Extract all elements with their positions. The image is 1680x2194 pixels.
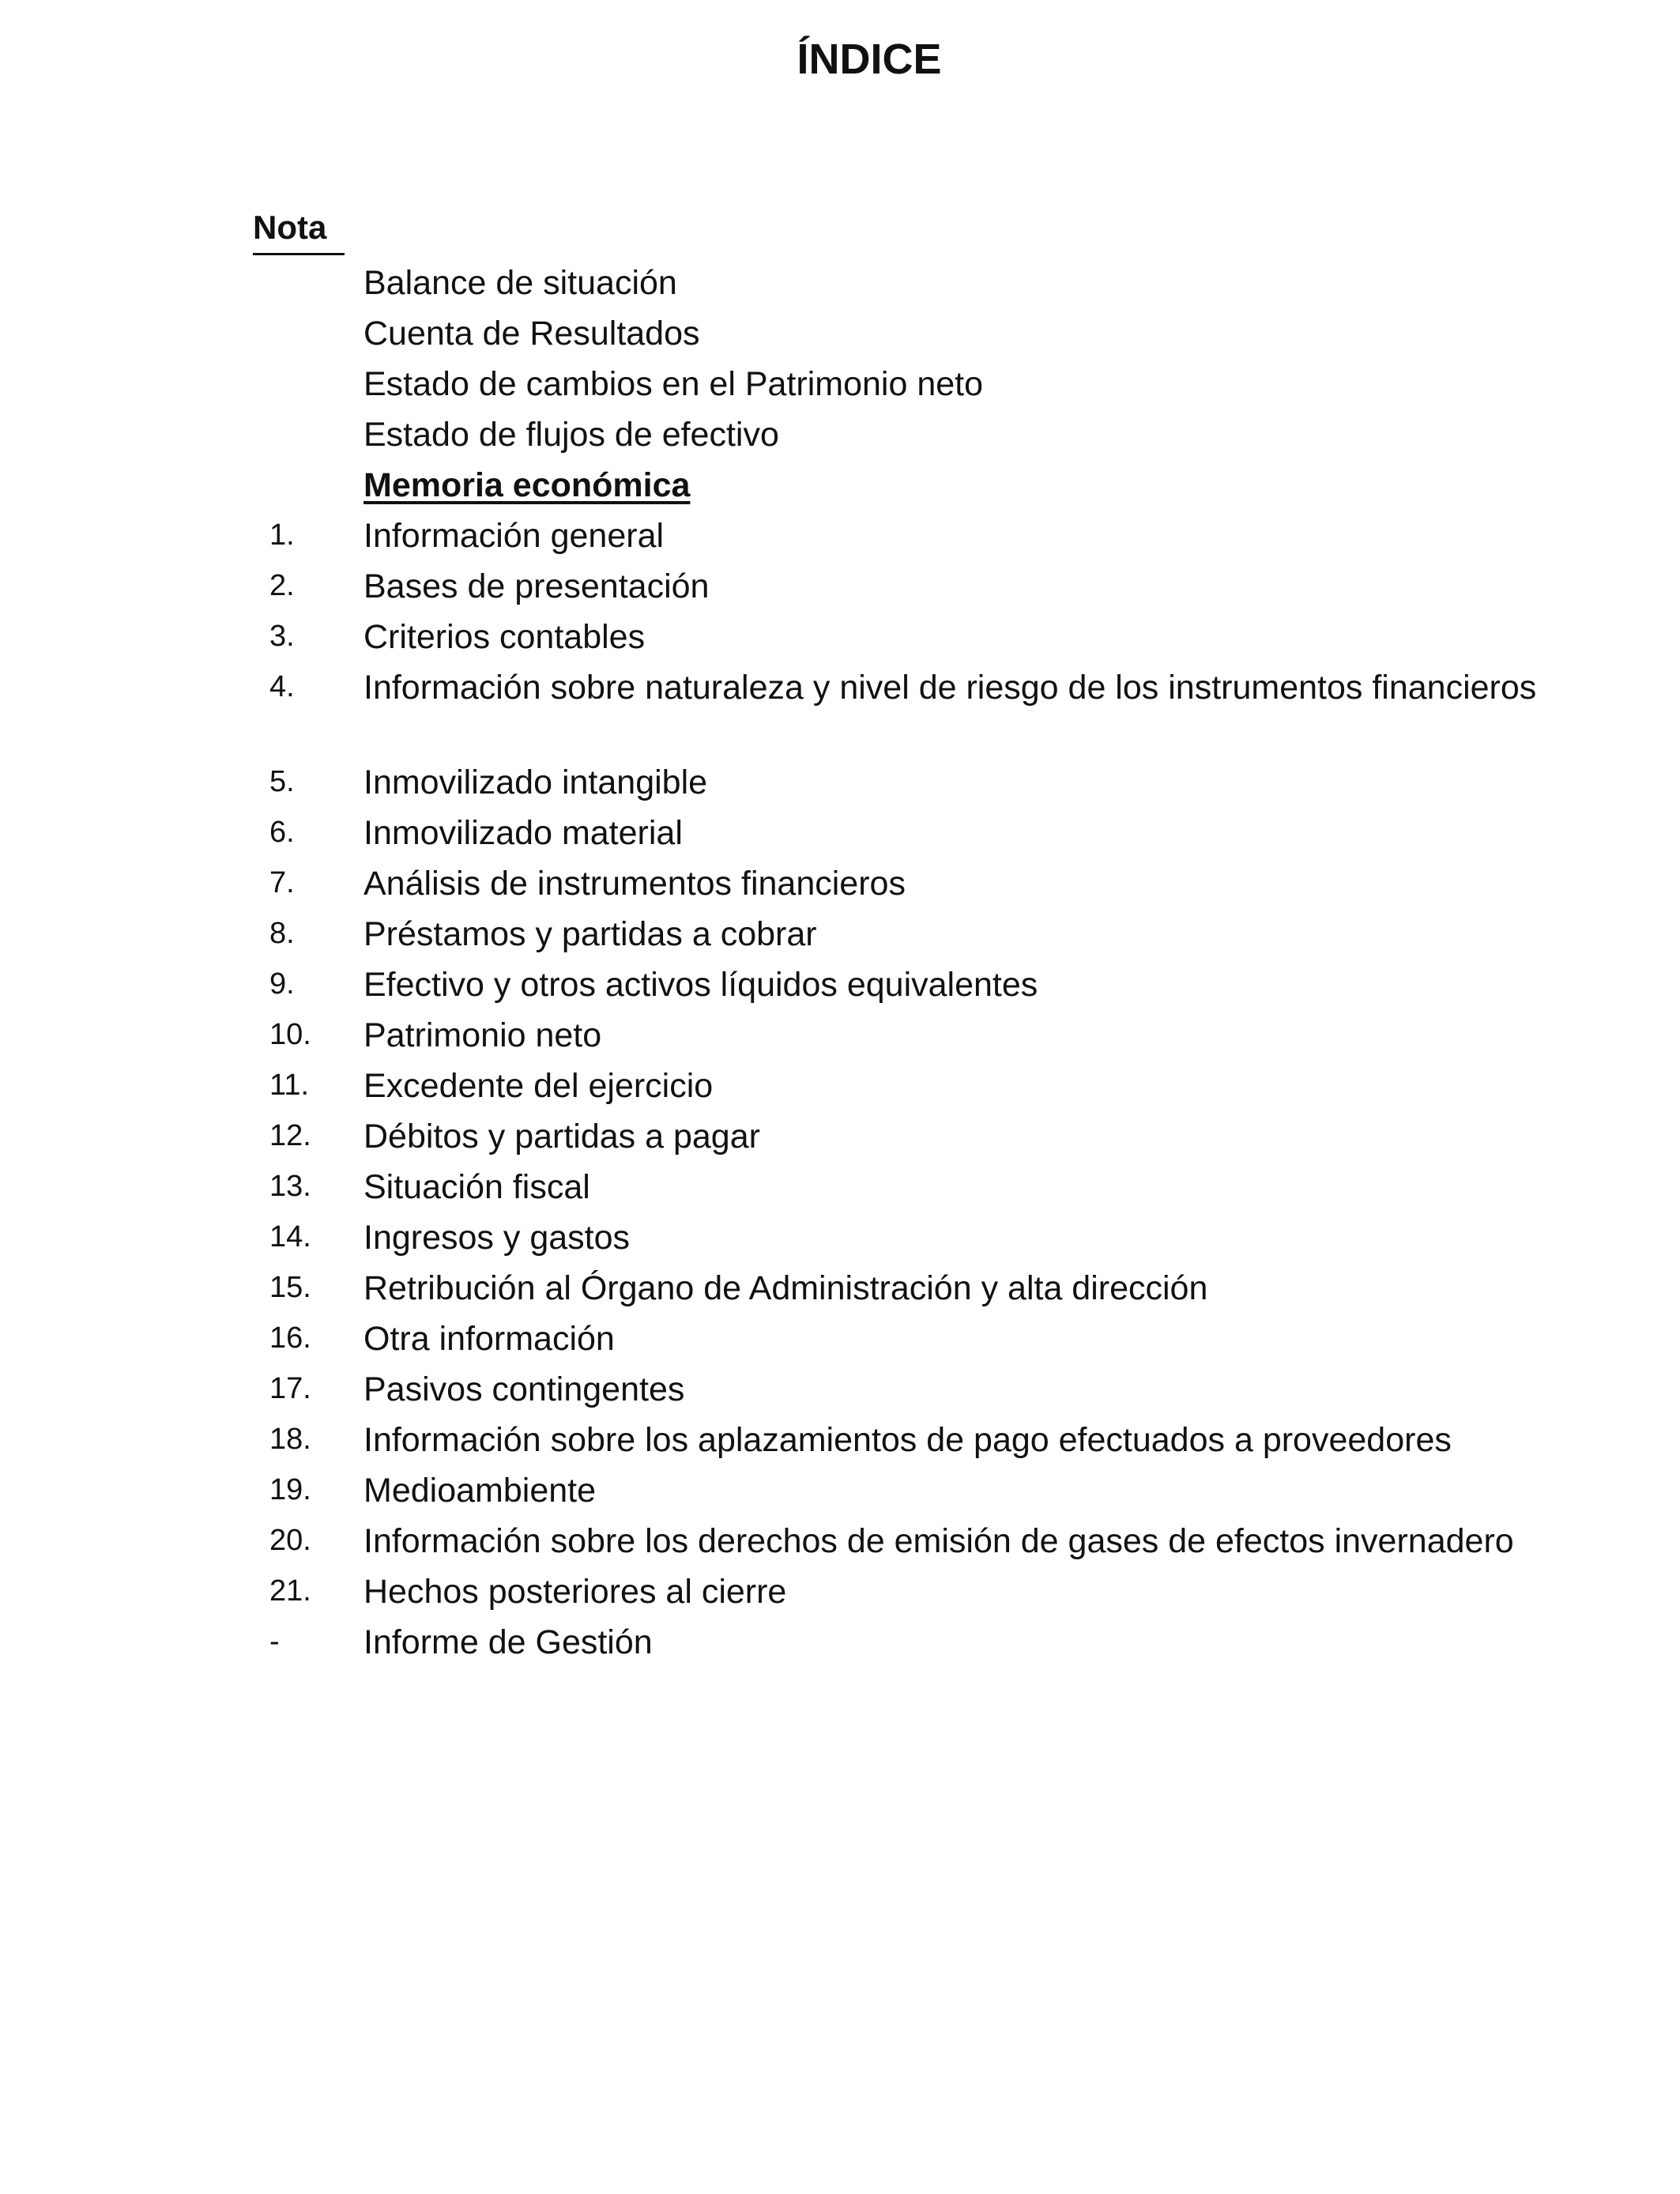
- toc-entry-label: Débitos y partidas a pagar: [363, 1118, 760, 1155]
- toc-entry-number: 16.: [269, 1321, 311, 1355]
- toc-entry: [0, 564, 1680, 615]
- page-title: ÍNDICE: [797, 36, 942, 83]
- toc-item-label: Balance de situación: [363, 264, 677, 302]
- toc-entry-label: Información sobre naturaleza y nivel de riesgo de los instrumentos financieros: [363, 669, 1537, 707]
- toc-entry-label: Situación fiscal: [363, 1168, 590, 1206]
- toc-entry: [0, 1064, 1680, 1114]
- toc-entry: [0, 1519, 1680, 1570]
- toc-entry-number: 7.: [269, 866, 295, 899]
- toc-entry: [0, 615, 1680, 665]
- toc-entry-label: Información general: [363, 517, 665, 555]
- toc-entry-number: 9.: [269, 967, 295, 1001]
- toc-entry: [0, 1317, 1680, 1367]
- toc-entry-number: 4.: [269, 670, 295, 703]
- toc-entry: [0, 1620, 1680, 1671]
- section-heading-label: Memoria económica: [363, 466, 691, 504]
- toc-entry-label: Préstamos y partidas a cobrar: [363, 915, 817, 953]
- toc-preamble-item: [0, 413, 1680, 463]
- toc-entry-number: 1.: [269, 518, 295, 552]
- toc-preamble-item: [0, 362, 1680, 413]
- toc-entry-label: Medioambiente: [363, 1472, 597, 1510]
- toc-entry-label: Otra información: [363, 1320, 615, 1358]
- toc-entry-number: 6.: [269, 816, 295, 849]
- toc-preamble-item: [0, 311, 1680, 362]
- toc-entry-number: 17.: [269, 1372, 311, 1405]
- toc-item-label: Estado de flujos de efectivo: [363, 416, 779, 454]
- toc-entry: [0, 1418, 1680, 1468]
- toc-entry-label: Bases de presentación: [363, 567, 710, 605]
- toc-preamble-item: [0, 261, 1680, 311]
- toc-entry: [0, 1266, 1680, 1317]
- toc-entry-label: Excedente del ejercicio: [363, 1067, 714, 1105]
- toc-entry: [0, 665, 1680, 760]
- toc-entry: [0, 1114, 1680, 1165]
- toc-entry-number: 20.: [269, 1524, 311, 1557]
- toc-entry: [0, 1013, 1680, 1064]
- toc-entry-number: 13.: [269, 1170, 311, 1203]
- toc-entry-number: 15.: [269, 1271, 311, 1304]
- toc-entry-label: Información sobre los aplazamientos de pago efectuados a proveedores: [363, 1421, 1452, 1459]
- toc-entry-number: -: [269, 1625, 280, 1658]
- toc-entry-number: 11.: [269, 1069, 310, 1102]
- toc-entry: [0, 861, 1680, 912]
- toc-entry-number: 3.: [269, 620, 295, 653]
- toc-entry-number: 8.: [269, 917, 295, 950]
- toc-entry: [0, 760, 1680, 811]
- toc-entry-label: Análisis de instrumentos financieros: [363, 865, 906, 903]
- toc-entry: [0, 1367, 1680, 1418]
- toc-entry: [0, 1468, 1680, 1519]
- toc-entry: [0, 963, 1680, 1013]
- table-of-contents: [0, 261, 1680, 1671]
- toc-item-label: Cuenta de Resultados: [363, 315, 700, 352]
- toc-entry-label: Ingresos y gastos: [363, 1219, 631, 1257]
- toc-entry-number: 2.: [269, 569, 295, 602]
- toc-entry: [0, 1570, 1680, 1620]
- toc-entry-label: Inmovilizado intangible: [363, 763, 708, 801]
- toc-entry-label: Retribución al Órgano de Administración y alta dirección: [363, 1269, 1208, 1307]
- toc-entry-number: 19.: [269, 1473, 311, 1506]
- toc-entry: [0, 811, 1680, 861]
- toc-entry-number: 21.: [269, 1574, 311, 1608]
- toc-entry-label: Pasivos contingentes: [363, 1370, 685, 1408]
- toc-entry-label: Patrimonio neto: [363, 1016, 602, 1054]
- toc-entry-number: 18.: [269, 1423, 311, 1456]
- toc-entry: [0, 1216, 1680, 1266]
- toc-entry-label: Informe de Gestión: [363, 1623, 653, 1661]
- toc-entry: [0, 514, 1680, 564]
- toc-entry-number: 10.: [269, 1018, 311, 1051]
- toc-entry-label: Información sobre los derechos de emisión de gases de efectos invernadero: [363, 1522, 1514, 1560]
- toc-item-label: Estado de cambios en el Patrimonio neto: [363, 365, 984, 403]
- toc-entry-label: Criterios contables: [363, 618, 646, 656]
- toc-entry-number: 12.: [269, 1119, 311, 1152]
- nota-column-header: Nota: [253, 209, 345, 255]
- toc-entry-number: 5.: [269, 765, 295, 798]
- toc-entry: [0, 912, 1680, 963]
- toc-section-heading: [0, 463, 1680, 514]
- toc-entry-number: 14.: [269, 1220, 311, 1253]
- toc-entry-label: Efectivo y otros activos líquidos equivalentes: [363, 966, 1038, 1004]
- toc-entry: [0, 1165, 1680, 1216]
- toc-entry-label: Hechos posteriores al cierre: [363, 1573, 787, 1611]
- toc-entry-label: Inmovilizado material: [363, 814, 683, 852]
